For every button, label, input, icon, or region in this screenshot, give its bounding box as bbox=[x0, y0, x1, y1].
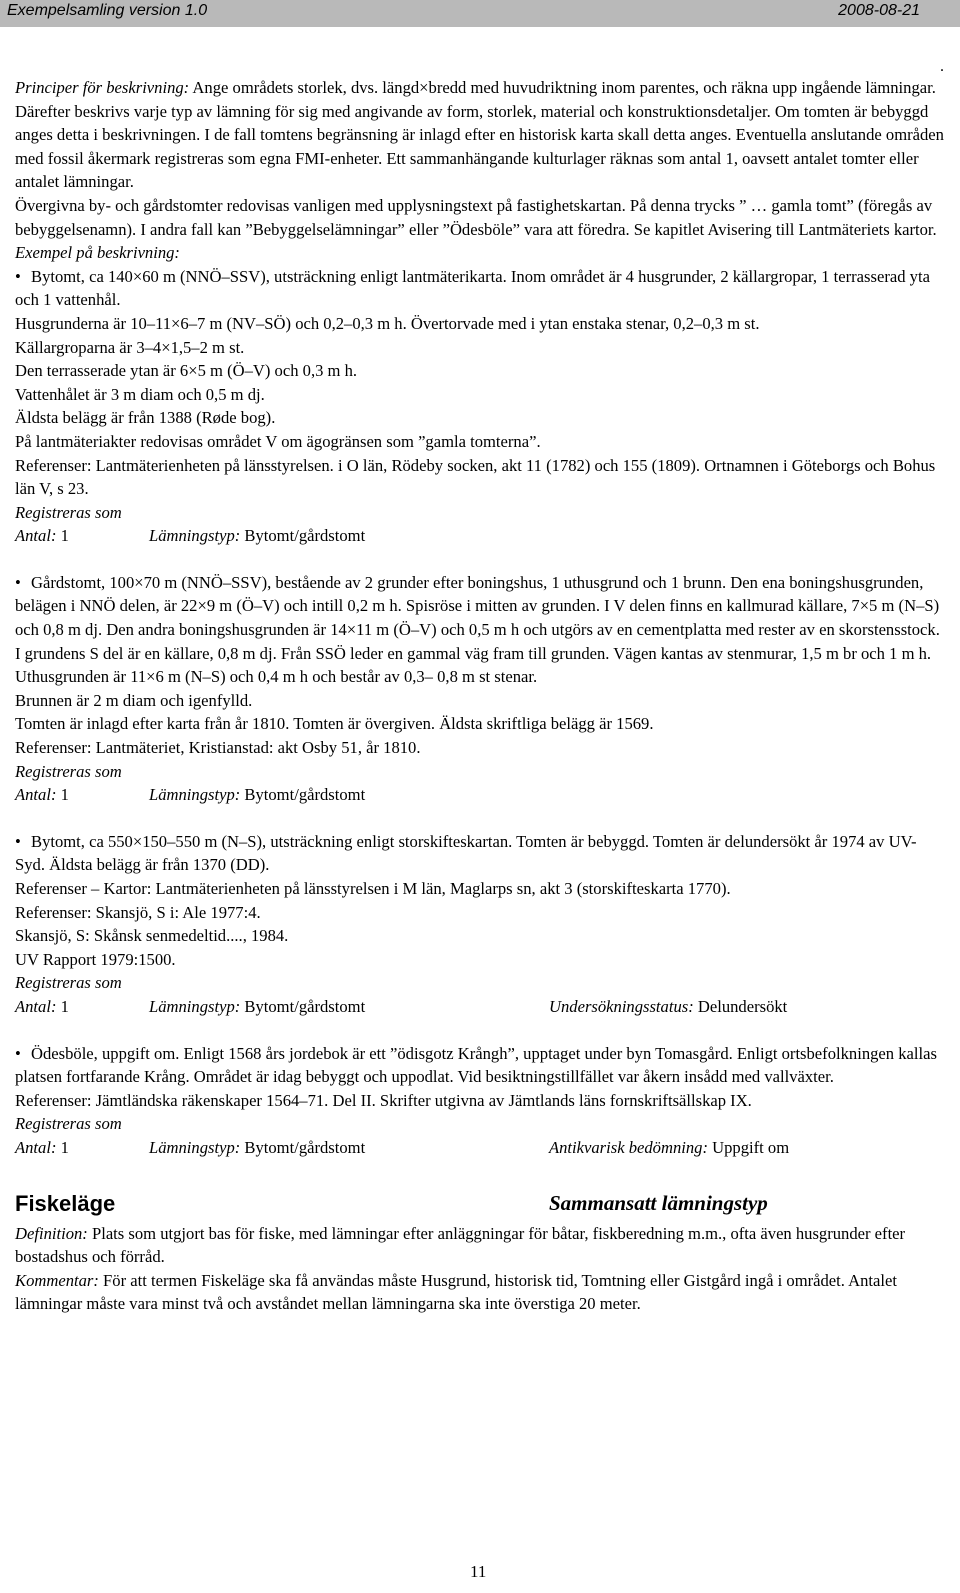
lamningstyp-field: Lämningstyp: Bytomt/gårdstomt bbox=[149, 1137, 366, 1157]
example-line: Den terrasserade ytan är 6×5 m (Ö–V) och 0,3 m h. bbox=[15, 361, 358, 381]
lamningstyp-field: Lämningstyp: Bytomt/gårdstomt bbox=[149, 526, 366, 546]
registration-fields bbox=[15, 1136, 945, 1160]
registration-fields bbox=[15, 783, 945, 807]
example-line: Källargroparna är 3–4×1,5–2 m st. bbox=[15, 337, 245, 357]
header-document-title: Exempelsamling version 1.0 bbox=[7, 2, 208, 19]
kommentar-text: För att termen Fiskeläge ska få användas måste Husgrund, historisk tid, Tomtning eller Gistgård ingå i området. Antalet lämningar måste vara minst två och avståndet mellan lämningarna ska inte överstiga 20 meter. bbox=[15, 1270, 897, 1314]
bullet-icon: • bbox=[15, 831, 21, 851]
kommentar-paragraph bbox=[15, 1269, 945, 1316]
fiskelage-heading bbox=[15, 1192, 945, 1222]
definition-text: Plats som utgjort bas för fiske, med lämningar efter anläggningar för båtar, fiskberedning m.m., ofta även husgrunder efter bostadshus och förråd. bbox=[15, 1223, 906, 1267]
example-line: Vattenhålet är 3 m diam och 0,5 m dj. bbox=[15, 384, 265, 404]
definition-label: Definition: bbox=[15, 1223, 88, 1243]
principer-text: Ange områdets storlek, dvs. längd×bredd med huvudriktning inom parentes, och räkna upp ingående lämningar. Därefter beskrivs varje typ av lämning för sig med angivande av form, storlek, material och konstruktionsdetaljer. Om tomten är bebyggd anges detta i beskrivningen. I de fall tomtens begränsning är inlagd efter en historisk karta skall detta anges. Eventuella anslutande områden med fossil åkermark registreras som egna FMI-enheter. Ett sammanhängande kulturlager räknas som antal 1, oavsett antalet tomter eller antalet lämningar. bbox=[15, 78, 944, 192]
registration-fields bbox=[15, 995, 945, 1019]
page-header bbox=[0, 0, 960, 27]
principer-paragraph-2: Övergivna by- och gårdstomter redovisas vanligen med upplysningstext på fastighetskartan. På denna trycks ” … gamla tomt” (föregås av bebyggelsenamn). I andra fall kan ”Bebyggelselämningar” eller ”Ödesböle” vara att föredra. Se kapitlet Avisering till Lantmäteriets kartor. bbox=[15, 195, 937, 239]
example-line: • Gårdstomt, 100×70 m (NNÖ–SSV), bestående av 2 grunder efter boningshus, 1 uthusgrund och 1 brunn. Den ena boningshusgrunden, belägen i NNÖ delen, är 22×9 m (Ö–V) och intill 0,2 m h. Spisröse i mitten av grunden. I V delen finns en kallmurad källare, 7×5 m (N–S) och 0,8 m dj. Den andra boningshusgrunden är 14×11 m (Ö–V) och 0,5 m h och utgörs av en cementplatta med rester av en skorstensstock. I grundens S del är en källare, 0,8 m dj. Från SSÖ leder en gammal väg fram till grunden. Vägen kantas av stenmurar, 1,5 m br och 1 m h. bbox=[15, 572, 940, 663]
example-line: Tomten är inlagd efter karta från år 1810. Tomten är övergiven. Äldsta skriftliga belägg är 1569. bbox=[15, 714, 654, 734]
registreras-label: Registreras som bbox=[15, 502, 122, 522]
section-type: Sammansatt lämningstyp bbox=[549, 1190, 768, 1215]
principer-label: Principer för beskrivning: bbox=[15, 78, 190, 97]
principer-paragraph bbox=[15, 76, 945, 194]
example-line: Husgrunderna är 10–11×6–7 m (NV–SÖ) och 0,2–0,3 m h. Övertorvade med i ytan enstaka stenar, 0,2–0,3 m st. bbox=[15, 313, 760, 333]
top-dot: . bbox=[940, 58, 944, 75]
example-line: Brunnen är 2 m diam och igenfylld. bbox=[15, 690, 253, 710]
example-line: Referenser: Jämtländska räkenskaper 1564–71. Del II. Skrifter utgivna av Jämtlands läns fornskriftsällskap IX. bbox=[15, 1090, 752, 1110]
bullet-icon: • bbox=[15, 1043, 21, 1063]
example-line: På lantmäteriakter redovisas området V om ägogränsen som ”gamla tomterna”. bbox=[15, 431, 541, 451]
example-line: Skansjö, S: Skånsk senmedeltid...., 1984. bbox=[15, 926, 289, 946]
page-number: 11 bbox=[470, 1562, 487, 1581]
example-line: Referenser: Lantmäteriet, Kristianstad: akt Osby 51, år 1810. bbox=[15, 738, 421, 758]
kommentar-label: Kommentar: bbox=[15, 1270, 99, 1290]
example-line: Referenser: Lantmäterienheten på länsstyrelsen. i O län, Rödeby socken, akt 11 (1782) och 155 (1809). Ortnamnen i Göteborgs och Bohus län V, s 23. bbox=[15, 455, 936, 499]
example-line: Referenser: Skansjö, S i: Ale 1977:4. bbox=[15, 902, 261, 922]
example-line: • Bytomt, ca 550×150–550 m (N–S), utsträckning enligt storskifteskartan. Tomten är bebyggd. Tomten är delundersökt år 1974 av UV-Syd. Äldsta belägg är från 1370 (DD). bbox=[15, 831, 917, 875]
antal-field: Antal: 1 bbox=[15, 1137, 69, 1157]
section-title: Fiskeläge bbox=[15, 1190, 116, 1216]
header-date: 2008-08-21 bbox=[838, 2, 920, 19]
exempel-label: Exempel på beskrivning: bbox=[15, 243, 180, 263]
example-entry bbox=[15, 1042, 945, 1160]
definition-paragraph bbox=[15, 1222, 945, 1269]
example-entry bbox=[15, 265, 945, 548]
example-entry bbox=[15, 571, 945, 807]
example-entry bbox=[15, 830, 945, 1019]
registreras-label: Registreras som bbox=[15, 973, 122, 993]
antal-field: Antal: 1 bbox=[15, 526, 69, 546]
example-line: Äldsta belägg är från 1388 (Røde bog). bbox=[15, 408, 276, 428]
registreras-label: Registreras som bbox=[15, 1114, 122, 1134]
antikvarisk-bedomning-field: Antikvarisk bedömning: Uppgift om bbox=[549, 1137, 790, 1157]
bullet-icon: • bbox=[15, 266, 21, 286]
registreras-label: Registreras som bbox=[15, 761, 122, 781]
lamningstyp-field: Lämningstyp: Bytomt/gårdstomt bbox=[149, 996, 366, 1016]
example-line: Uthusgrunden är 11×6 m (N–S) och 0,4 m h och består av 0,3– 0,8 m st stenar. bbox=[15, 667, 538, 687]
example-line: • Ödesböle, uppgift om. Enligt 1568 års jordebok är ett ”ödisgotz Krångh”, upptaget under byn Tomasgård. Enligt ortsbefolkningen kallas platsen fortfarande Krång. Området är idag bebyggt och uppodlat. Vid besiktningstillfället var åkern insådd med vallväxter. bbox=[15, 1043, 937, 1087]
lamningstyp-field: Lämningstyp: Bytomt/gårdstomt bbox=[149, 785, 366, 805]
undersokningsstatus-field: Undersökningsstatus: Delundersökt bbox=[549, 996, 788, 1016]
bullet-icon: • bbox=[15, 572, 21, 592]
antal-field: Antal: 1 bbox=[15, 996, 69, 1016]
antal-field: Antal: 1 bbox=[15, 785, 69, 805]
registration-fields bbox=[15, 524, 945, 548]
example-line: UV Rapport 1979:1500. bbox=[15, 949, 176, 969]
example-line: Referenser – Kartor: Lantmäterienheten på länsstyrelsen i M län, Maglarps sn, akt 3 (storskifteskarta 1770). bbox=[15, 879, 731, 898]
document-body bbox=[15, 76, 945, 1316]
example-line: • Bytomt, ca 140×60 m (NNÖ–SSV), utsträckning enligt lantmäterikarta. Inom området är 4 husgrunder, 2 källargropar, 1 terrasserad yta och 1 vattenhål. bbox=[15, 266, 930, 310]
